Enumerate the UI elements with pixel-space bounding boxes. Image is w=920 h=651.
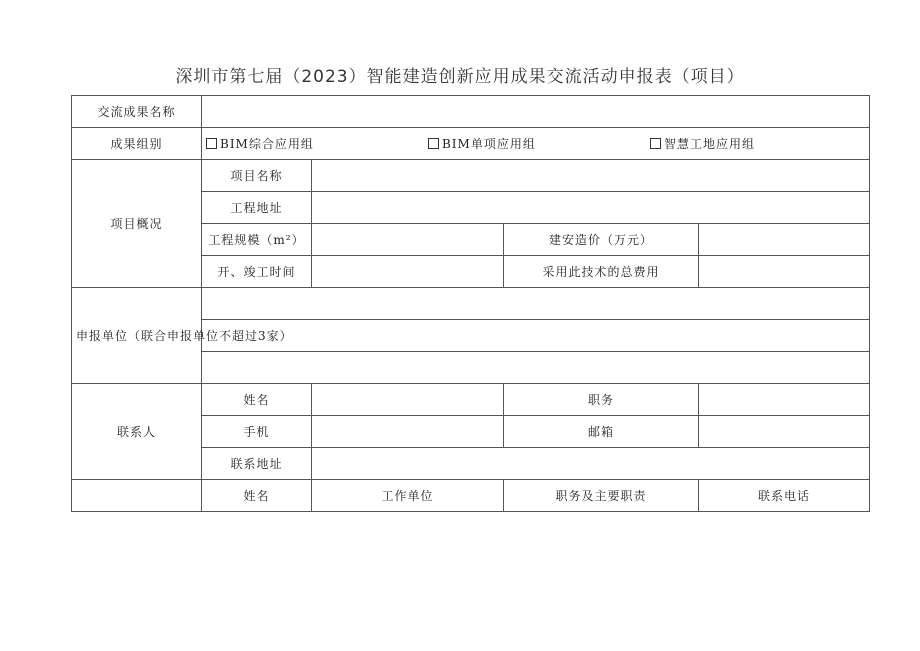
application-form-table [71, 95, 870, 512]
contact-label: 联系人 [72, 384, 202, 480]
project-name-field[interactable] [312, 160, 870, 192]
row-achievement-name [72, 96, 870, 128]
tech-cost-field[interactable] [699, 256, 870, 288]
checkbox-icon[interactable] [206, 138, 217, 149]
form-title: 深圳市第七届（2023）智能建造创新应用成果交流活动申报表（项目） [175, 67, 745, 87]
contact-mobile-field[interactable] [312, 416, 504, 448]
row-group [72, 128, 870, 160]
construction-cost-field[interactable] [699, 224, 870, 256]
project-overview-label: 项目概况 [72, 160, 202, 288]
construction-cost-label: 建安造价（万元） [504, 224, 699, 256]
contact-email-label: 邮箱 [504, 416, 699, 448]
members-blank-cell [72, 480, 202, 512]
contact-name-field[interactable] [312, 384, 504, 416]
project-address-field[interactable] [312, 192, 870, 224]
applicant-field-3[interactable] [202, 352, 870, 384]
members-name-header: 姓名 [202, 480, 312, 512]
checkbox-icon[interactable] [428, 138, 439, 149]
project-scale-label: 工程规模（m²） [202, 224, 312, 256]
row-contact-name [72, 384, 870, 416]
achievement-name-field[interactable] [202, 96, 870, 128]
contact-email-field[interactable] [699, 416, 870, 448]
applicant-label: 申报单位（联合申报单位不超过3家） [72, 288, 202, 384]
contact-name-label: 姓名 [202, 384, 312, 416]
members-phone-header: 联系电话 [699, 480, 870, 512]
group-option-bim-comprehensive[interactable]: BIM综合应用组 [206, 135, 314, 152]
group-option-smart-site[interactable]: 智慧工地应用组 [650, 135, 755, 152]
construction-period-field[interactable] [312, 256, 504, 288]
construction-period-label: 开、竣工时间 [202, 256, 312, 288]
applicant-field-2[interactable] [202, 320, 870, 352]
achievement-name-label: 交流成果名称 [72, 96, 202, 128]
contact-address-field[interactable] [312, 448, 870, 480]
row-project-name [72, 160, 870, 192]
project-name-label: 项目名称 [202, 160, 312, 192]
members-unit-header: 工作单位 [312, 480, 504, 512]
project-scale-field[interactable] [312, 224, 504, 256]
tech-cost-label: 采用此技术的总费用 [504, 256, 699, 288]
group-option-bim-single[interactable]: BIM单项应用组 [428, 135, 536, 152]
row-applicant-1 [72, 288, 870, 320]
applicant-field-1[interactable] [202, 288, 870, 320]
checkbox-icon[interactable] [650, 138, 661, 149]
project-address-label: 工程地址 [202, 192, 312, 224]
members-duty-header: 职务及主要职责 [504, 480, 699, 512]
row-members-header [72, 480, 870, 512]
group-label: 成果组别 [72, 128, 202, 160]
contact-position-field[interactable] [699, 384, 870, 416]
contact-address-label: 联系地址 [202, 448, 312, 480]
contact-mobile-label: 手机 [202, 416, 312, 448]
group-options [202, 128, 870, 160]
contact-position-label: 职务 [504, 384, 699, 416]
